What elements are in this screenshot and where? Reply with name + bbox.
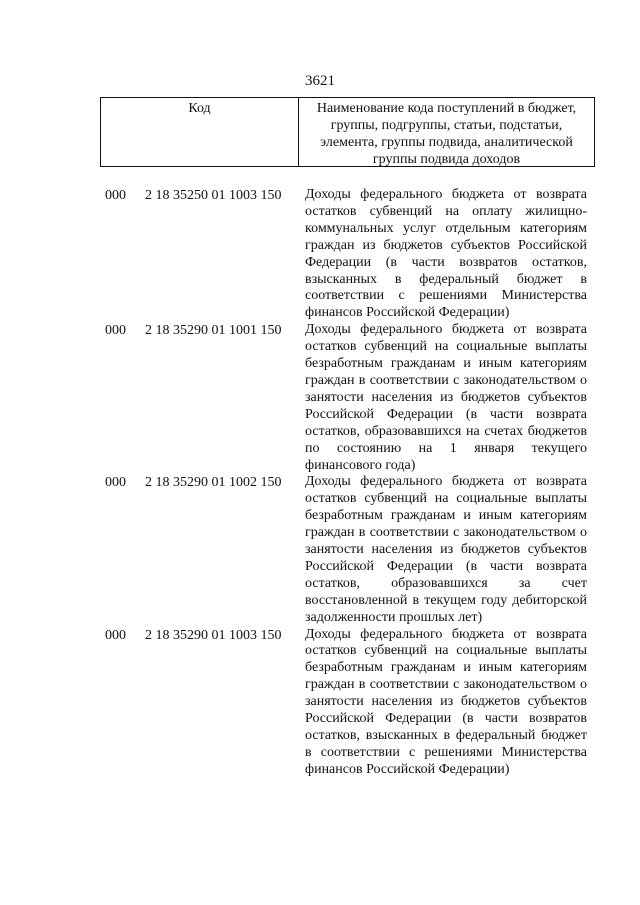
income-description: Доходы федерального бюджета от возврата остатков субвенций на социальные выплаты безработным гражданам и иным категориям граждан в соответствии с законодательством о занятости населения из бюджетов субъектов Российской Федерации (в части возврата остатков, образовавшихся на счетах бюджетов по состоянию на 1 января текущего финансового года) [305,322,587,473]
income-code: 2 18 35290 01 1002 150 [145,475,282,491]
header-code-label: Код [101,98,299,166]
income-code: 2 18 35250 01 1003 150 [145,188,282,203]
table-row [0,474,640,626]
admin-code: 000 [105,627,126,643]
table-row [0,627,640,779]
income-code: 2 18 35290 01 1003 150 [145,627,282,643]
income-description: Доходы федерального бюджета от возврата остатков субвенций на социальные выплаты безработным гражданам и иным категориям граждан в соответствии с законодательством о занятости населения из бюджетов субъектов Российской Федерации (в части возвратов остатков, взысканных в федеральный бюджет в соответствии с решениями Министерства финансов Российской Федерации) [305,626,587,777]
income-description: Доходы федерального бюджета от возврата остатков субвенций на социальные выплаты безработным гражданам и иным категориям граждан в соответствии с законодательством о занятости населения из бюджетов субъектов Российской Федерации (в части возврата остатков, образовавшихся за счет восстановленной в текущем году дебиторской задолженности прошлых лет) [305,474,587,625]
header-name-label: Наименование кода поступлений в бюджет, группы, подгруппы, статьи, подстатьи, элемента, группы подвида, аналитической группы подвида доходов [316,101,577,167]
income-code: 2 18 35290 01 1001 150 [145,323,282,339]
table-row [0,322,640,474]
header-table [100,97,595,167]
income-codes-list [0,187,640,779]
income-description: Доходы федерального бюджета от возврата остатков субвенций на оплату жилищно-коммунальных услуг отдельным категориям граждан из бюджетов субъектов Российской Федерации (в части возвратов остатков, взысканных в федеральный бюджет в соответствии с решениями Министерства финансов Российской Федерации) [305,187,587,321]
admin-code: 000 [105,188,126,203]
page-number: 3621 [305,73,335,89]
admin-code: 000 [105,323,126,339]
table-row [0,187,640,322]
admin-code: 000 [105,475,126,491]
